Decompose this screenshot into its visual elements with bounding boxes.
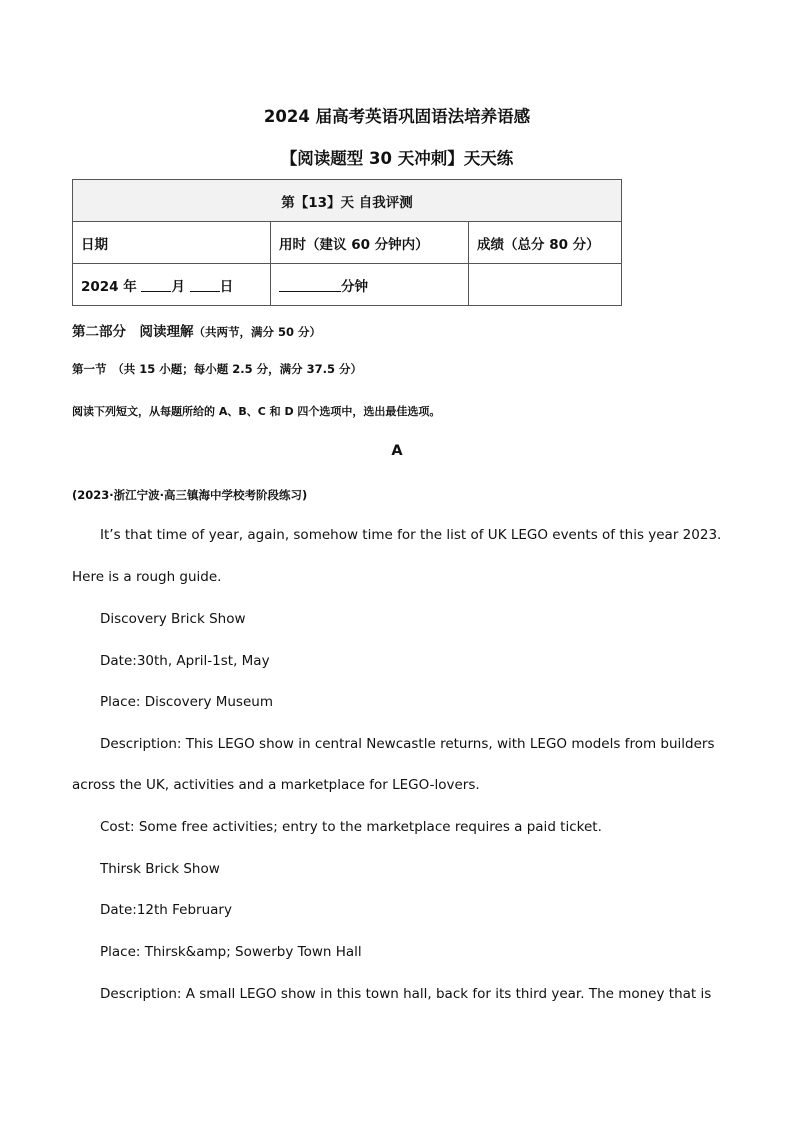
time-cell[interactable] bbox=[271, 264, 469, 306]
event-place: Place: Thirsk&amp; Sowerby Town Hall bbox=[100, 944, 362, 960]
time-header: 用时（建议 60 分钟内） bbox=[271, 222, 469, 264]
event-description: Description: This LEGO show in central Newcastle returns, with LEGO models from builders bbox=[100, 736, 715, 752]
passage-label: A bbox=[391, 443, 403, 459]
passage-source: (2023·浙江宁波·高三镇海中学校考阶段练习) bbox=[72, 488, 308, 502]
event-date: Date:12th February bbox=[100, 902, 232, 918]
table-row bbox=[73, 180, 622, 222]
paragraph-line: Here is a rough guide. bbox=[72, 569, 222, 585]
table-row bbox=[73, 264, 622, 306]
table-row bbox=[73, 222, 622, 264]
date-year: 2024 年 bbox=[81, 278, 137, 295]
score-cell[interactable] bbox=[469, 264, 622, 306]
document-title: 2024 届高考英语巩固语法培养语感 bbox=[263, 107, 531, 126]
event-name: Discovery Brick Show bbox=[100, 611, 246, 627]
event-date: Date:30th, April-1st, May bbox=[100, 653, 270, 669]
part-note: （共两节，满分 50 分） bbox=[193, 325, 322, 339]
self-assessment-table bbox=[72, 179, 622, 306]
event-place: Place: Discovery Museum bbox=[100, 694, 273, 710]
paragraph-line: It’s that time of year, again, somehow time for the list of UK LEGO events of this year 2023. bbox=[100, 527, 722, 543]
instruction-text: 阅读下列短文，从每题所给的 A、B、C 和 D 四个选项中，选出最佳选项。 bbox=[72, 405, 441, 418]
document-subtitle: 【阅读题型 30 天冲刺】天天练 bbox=[280, 149, 514, 168]
part-heading bbox=[72, 320, 321, 340]
day-label: 第【13】天 自我评测 bbox=[73, 180, 622, 222]
date-header: 日期 bbox=[73, 222, 271, 264]
part-title: 第二部分 阅读理解 bbox=[72, 324, 194, 340]
event-cost: Cost: Some free activities; entry to the marketplace requires a paid ticket. bbox=[100, 819, 602, 835]
day-blank[interactable] bbox=[190, 277, 220, 292]
date-month: 月 bbox=[171, 278, 185, 295]
event-name: Thirsk Brick Show bbox=[100, 861, 220, 877]
date-cell[interactable] bbox=[73, 264, 271, 306]
time-unit: 分钟 bbox=[341, 278, 368, 295]
event-description: across the UK, activities and a marketplace for LEGO-lovers. bbox=[72, 777, 480, 793]
score-header: 成绩（总分 80 分） bbox=[469, 222, 622, 264]
date-day: 日 bbox=[219, 278, 234, 295]
subsection-heading: 第一节 （共 15 小题；每小题 2.5 分，满分 37.5 分） bbox=[72, 362, 363, 376]
minutes-blank[interactable] bbox=[279, 277, 341, 292]
event-description: Description: A small LEGO show in this town hall, back for its third year. The money that is bbox=[100, 986, 712, 1002]
month-blank[interactable] bbox=[141, 277, 171, 292]
